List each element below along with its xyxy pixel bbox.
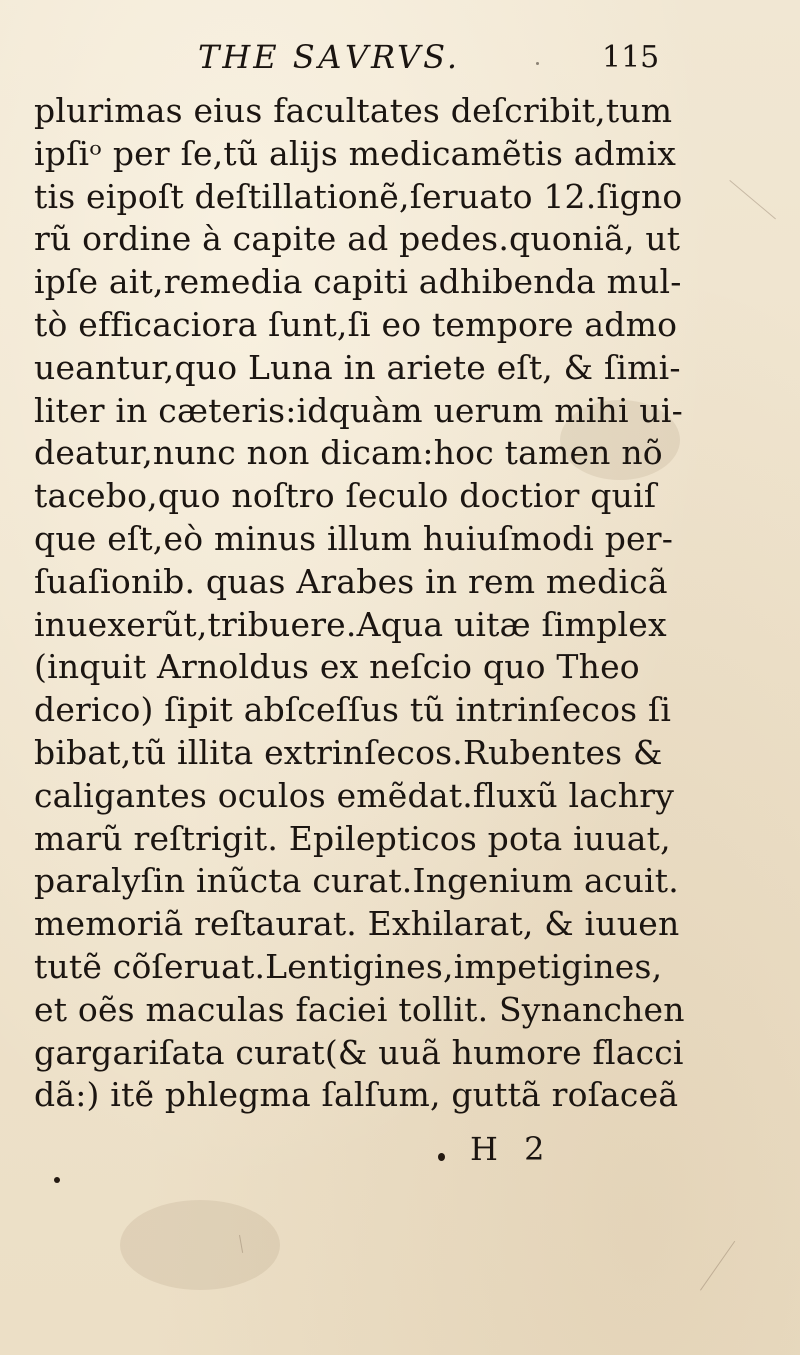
ink-speck	[438, 1153, 445, 1161]
text-line: que eſt,eò minus illum huiuſmodi per-	[34, 518, 674, 558]
text-line: (inquit Arnoldus ex neſcio quo Theo	[34, 647, 640, 687]
paper-stain	[120, 1200, 280, 1290]
text-line: ſuaſionib. quas Arabes in rem medicã	[34, 561, 668, 601]
text-line: bibat,tũ illita extrinſecos.Rubentes &	[34, 732, 663, 772]
text-line: ueantur,quo Luna in ariete eſt, & ſimi-	[34, 347, 681, 387]
text-line: dã:) itẽ phlegma ſalſum, guttã roſaceã	[34, 1075, 679, 1115]
text-line: liter in cæteris:idquàm uerum mihi ui-	[34, 390, 683, 430]
ink-speck	[536, 62, 539, 65]
text-line: plurimas eius facultates deſcribit,tum	[34, 91, 673, 130]
page-header	[0, 38, 800, 88]
page-number: 115	[602, 40, 660, 75]
text-line: gargariſata curat(& uuã humore flacci	[34, 1032, 684, 1072]
text-line: tis eipoſt deſtillationẽ,ſeruato 12.ſigno	[34, 176, 683, 216]
text-line: ipſe ait,remedia capiti adhibenda mul-	[34, 262, 682, 302]
text-line: ipſiᵒ per ſe,tũ alijs medicamẽtis admix	[34, 133, 677, 173]
text-line: tutẽ cõſeruat.Lentigines,impetigines,	[34, 946, 663, 986]
text-line: et oẽs maculas faciei tollit. Synanchen	[34, 989, 685, 1029]
signature-mark: H 2	[470, 1130, 553, 1168]
text-line: caligantes oculos emẽdat.fluxũ lachry	[34, 775, 675, 815]
text-line: deatur,nunc non dicam:hoc tamen nõ	[34, 433, 663, 473]
body-text	[34, 90, 769, 1117]
ink-speck	[54, 1177, 60, 1183]
running-head: THE SАVRVS.	[198, 38, 461, 76]
text-line: memoriã reſtaurat. Exhilarat, & iuuen	[34, 904, 680, 944]
text-line: derico) ſipit abſceſſus tũ intrinſecos ſi	[34, 690, 672, 730]
signature-row	[0, 1130, 800, 1175]
text-line: marũ reſtrigit. Epilepticos pota iuuat,	[34, 818, 671, 858]
text-line: tacebo,quo noſtro ſeculo doctior quiſ	[34, 476, 657, 516]
text-line: paralyſin inũcta curat.Ingenium acuit.	[34, 861, 679, 901]
text-line: inuexerũt,tribuere.Aqua uitæ ſimplex	[34, 604, 667, 644]
text-line: rũ ordine à capite ad pedes.quoniã, ut	[34, 219, 681, 259]
text-line: tò efficaciora ſunt,ſi eo tempore admo	[34, 304, 678, 344]
paper-fiber	[700, 1241, 735, 1291]
